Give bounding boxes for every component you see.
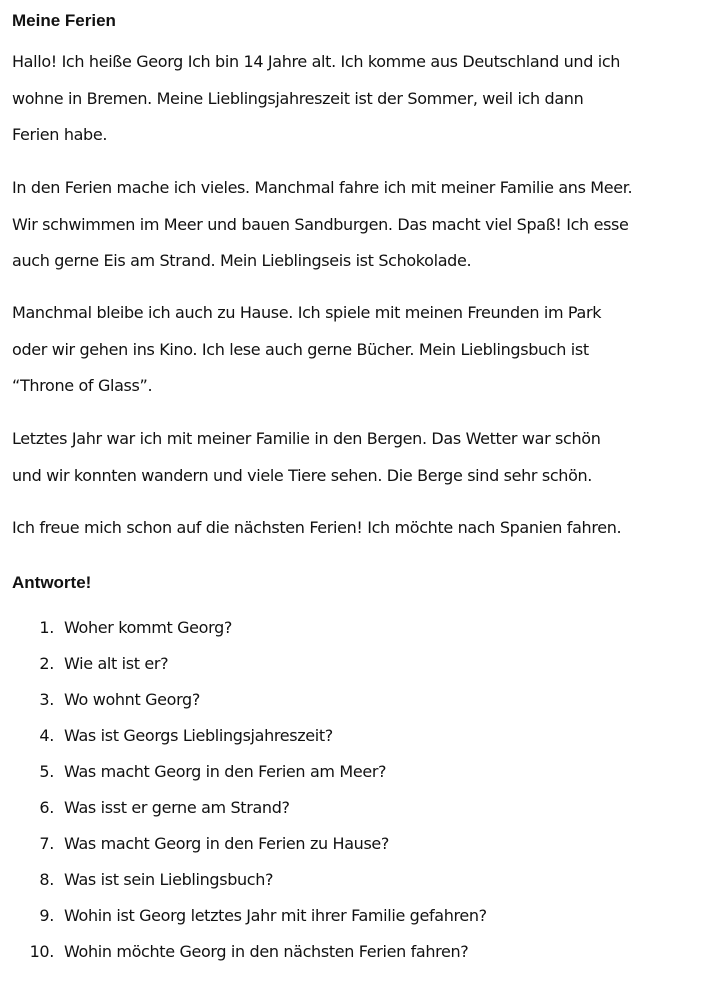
question-item [0, 826, 704, 862]
question-item [0, 646, 704, 682]
question-item [0, 862, 704, 898]
question-number: 6. [39, 798, 54, 817]
question-text: Was ist sein Lieblingsbuch? [64, 870, 274, 889]
question-item [0, 898, 704, 934]
paragraph-line: Ferien habe. [12, 125, 108, 144]
question-number: 1. [39, 618, 54, 637]
paragraph-mountains [12, 421, 692, 494]
question-number: 10. [29, 942, 54, 961]
question-text: Was macht Georg in den Ferien am Meer? [64, 762, 387, 781]
question-text: Wohin möchte Georg in den nächsten Ferien fahren? [64, 942, 469, 961]
question-item [0, 718, 704, 754]
paragraph-at-home [12, 295, 692, 405]
paragraph-line: oder wir gehen ins Kino. Ich lese auch gerne Bücher. Mein Lieblingsbuch ist [12, 339, 589, 359]
question-number: 5. [39, 762, 54, 781]
question-text: Was ist Georgs Lieblingsjahreszeit? [64, 726, 333, 745]
paragraph-line: auch gerne Eis am Strand. Mein Lieblingseis ist Schokolade. [12, 251, 472, 270]
question-text: Wo wohnt Georg? [64, 690, 201, 709]
question-text: Wohin ist Georg letztes Jahr mit ihrer Familie gefahren? [64, 906, 487, 925]
question-text: Was macht Georg in den Ferien zu Hause? [64, 834, 390, 853]
question-number: 8. [39, 870, 54, 889]
paragraph-line: Manchmal bleibe ich auch zu Hause. Ich spiele mit meinen Freunden im Park [12, 303, 602, 322]
question-number: 7. [39, 834, 54, 853]
question-text: Was isst er gerne am Strand? [64, 798, 290, 817]
question-number: 3. [39, 690, 54, 709]
question-text: Wie alt ist er? [64, 654, 169, 673]
paragraph-line: Ich freue mich schon auf die nächsten Ferien! Ich möchte nach Spanien fahren. [12, 518, 622, 537]
paragraph-sea-holidays [12, 170, 692, 280]
paragraph-line: Letztes Jahr war ich mit meiner Familie in den Bergen. Das Wetter war schön [12, 429, 601, 448]
paragraph-line: “Throne of Glass”. [12, 376, 153, 395]
question-item [0, 610, 704, 646]
questions-list [0, 610, 704, 970]
paragraph-line: und wir konnten wandern und viele Tiere sehen. Die Berge sind sehr schön. [12, 465, 593, 485]
question-number: 4. [39, 726, 54, 745]
question-item [0, 790, 704, 826]
document-title: Meine Ferien [12, 11, 116, 30]
question-item [0, 682, 704, 718]
question-item [0, 754, 704, 790]
paragraph-line: wohne in Bremen. Meine Lieblingsjahreszeit ist der Sommer, weil ich dann [12, 88, 584, 108]
questions-heading: Antworte! [12, 573, 92, 592]
paragraph-line: Hallo! Ich heiße Georg Ich bin 14 Jahre alt. Ich komme aus Deutschland und ich [12, 52, 621, 71]
question-item [0, 934, 704, 970]
paragraph-introduction [12, 44, 692, 154]
question-number: 2. [39, 654, 54, 673]
paragraph-next-holidays [12, 510, 692, 547]
paragraph-line: In den Ferien mache ich vieles. Manchmal fahre ich mit meiner Familie ans Meer. [12, 178, 633, 197]
question-number: 9. [39, 906, 54, 925]
paragraph-line: Wir schwimmen im Meer und bauen Sandburgen. Das macht viel Spaß! Ich esse [12, 214, 629, 234]
question-text: Woher kommt Georg? [64, 618, 233, 637]
